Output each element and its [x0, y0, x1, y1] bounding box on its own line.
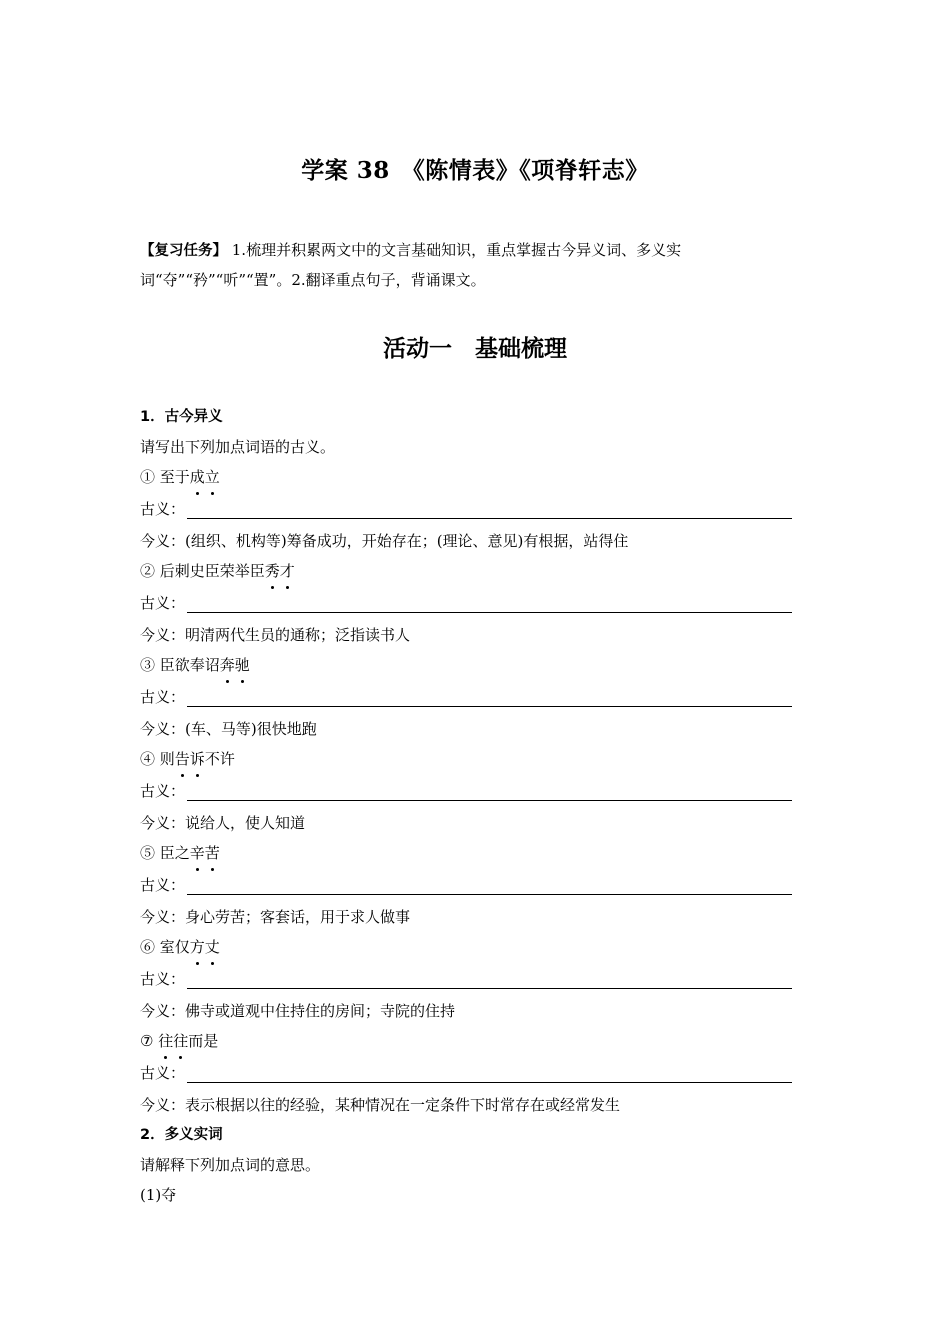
- activity-title: 活动一 基础梳理: [383, 335, 567, 362]
- dotted-character: 丈: [205, 932, 220, 962]
- ancient-meaning-row: [140, 680, 800, 714]
- question-item: [140, 556, 800, 586]
- ancient-meaning-row: [140, 492, 800, 526]
- ancient-meaning-label: 古义：: [140, 688, 186, 706]
- review-task-text: 1.梳理并积累两文中的文言基础知识，重点掌握古今异义词、多义实词“夺”“矜”“听”“置”。2.翻译重点句子，背诵课文。: [140, 241, 682, 289]
- answer-blank[interactable]: [187, 968, 792, 989]
- answer-blank[interactable]: [187, 780, 792, 801]
- review-task-label: 【复习任务】: [140, 243, 227, 259]
- question-item: [140, 838, 800, 868]
- content: [140, 402, 800, 1210]
- dotted-character: 诉: [190, 744, 205, 774]
- question-prefix: ③ 臣欲奉诏: [140, 656, 220, 674]
- answer-blank[interactable]: [187, 686, 792, 707]
- section-instruction: 请写出下列加点词语的古义。: [140, 438, 336, 456]
- ancient-meaning-label: 古义：: [140, 500, 186, 518]
- item-list: [140, 462, 800, 1120]
- section-heading-ancient-modern: 1．古今异义: [140, 409, 223, 425]
- ancient-meaning-row: [140, 868, 800, 902]
- dotted-character: 奔: [220, 650, 235, 680]
- dotted-character: 告: [175, 744, 190, 774]
- ancient-meaning-label: 古义：: [140, 876, 186, 894]
- section-instruction-polysemy: 请解释下列加点词的意思。: [140, 1156, 321, 1174]
- modern-meaning: 今义：表示根据以往的经验，某种情况在一定条件下时常存在或经常发生: [140, 1096, 621, 1114]
- polysemy-item: (1)夺: [140, 1186, 177, 1204]
- answer-blank[interactable]: [187, 592, 792, 613]
- answer-blank[interactable]: [187, 498, 792, 519]
- question-prefix: ② 后刺史臣荣举臣: [140, 562, 265, 580]
- modern-meaning: 今义：佛寺或道观中住持住的房间；寺院的住持: [140, 1002, 456, 1020]
- ancient-meaning-label: 古义：: [140, 782, 186, 800]
- section-heading-polysemy: 2．多义实词: [140, 1127, 223, 1143]
- question-prefix: ① 至于: [140, 468, 190, 486]
- dotted-character: 苦: [205, 838, 220, 868]
- modern-meaning: 今义：身心劳苦；客套话，用于求人做事: [140, 908, 411, 926]
- page-title: 学案 38 《陈情表》《项脊轩志》: [301, 157, 649, 184]
- modern-meaning: 今义：(组织、机构等)筹备成功，开始存在；(理论、意见)有根据，站得住: [140, 532, 629, 550]
- dotted-character: 往: [173, 1026, 188, 1056]
- dotted-character: 立: [205, 462, 220, 492]
- question-item: [140, 1026, 800, 1056]
- question-prefix: ⑦: [140, 1032, 159, 1050]
- ancient-meaning-row: [140, 774, 800, 808]
- dotted-character: 成: [190, 462, 205, 492]
- ancient-meaning-row: [140, 586, 800, 620]
- modern-meaning: 今义：明清两代生员的通称；泛指读书人: [140, 626, 411, 644]
- dotted-character: 往: [158, 1026, 173, 1056]
- question-suffix: 而是: [188, 1032, 219, 1050]
- answer-blank[interactable]: [187, 874, 792, 895]
- modern-meaning: 今义：说给人，使人知道: [140, 814, 306, 832]
- question-prefix: ⑤ 臣之: [140, 844, 190, 862]
- dotted-character: 驰: [235, 650, 250, 680]
- answer-blank[interactable]: [187, 1062, 792, 1083]
- question-item: [140, 744, 800, 774]
- question-item: [140, 462, 800, 492]
- dotted-character: 方: [190, 932, 205, 962]
- question-prefix: ④ 则: [140, 750, 175, 768]
- ancient-meaning-label: 古义：: [140, 1064, 186, 1082]
- dotted-character: 秀: [265, 556, 280, 586]
- review-task: [140, 236, 810, 295]
- ancient-meaning-label: 古义：: [140, 594, 186, 612]
- ancient-meaning-label: 古义：: [140, 970, 186, 988]
- ancient-meaning-row: [140, 962, 800, 996]
- question-suffix: 不许: [204, 750, 235, 768]
- question-item: [140, 932, 800, 962]
- dotted-character: 才: [280, 556, 295, 586]
- modern-meaning: 今义：(车、马等)很快地跑: [140, 720, 317, 738]
- question-prefix: ⑥ 室仅: [140, 938, 190, 956]
- ancient-meaning-row: [140, 1056, 800, 1090]
- dotted-character: 辛: [190, 838, 205, 868]
- question-item: [140, 650, 800, 680]
